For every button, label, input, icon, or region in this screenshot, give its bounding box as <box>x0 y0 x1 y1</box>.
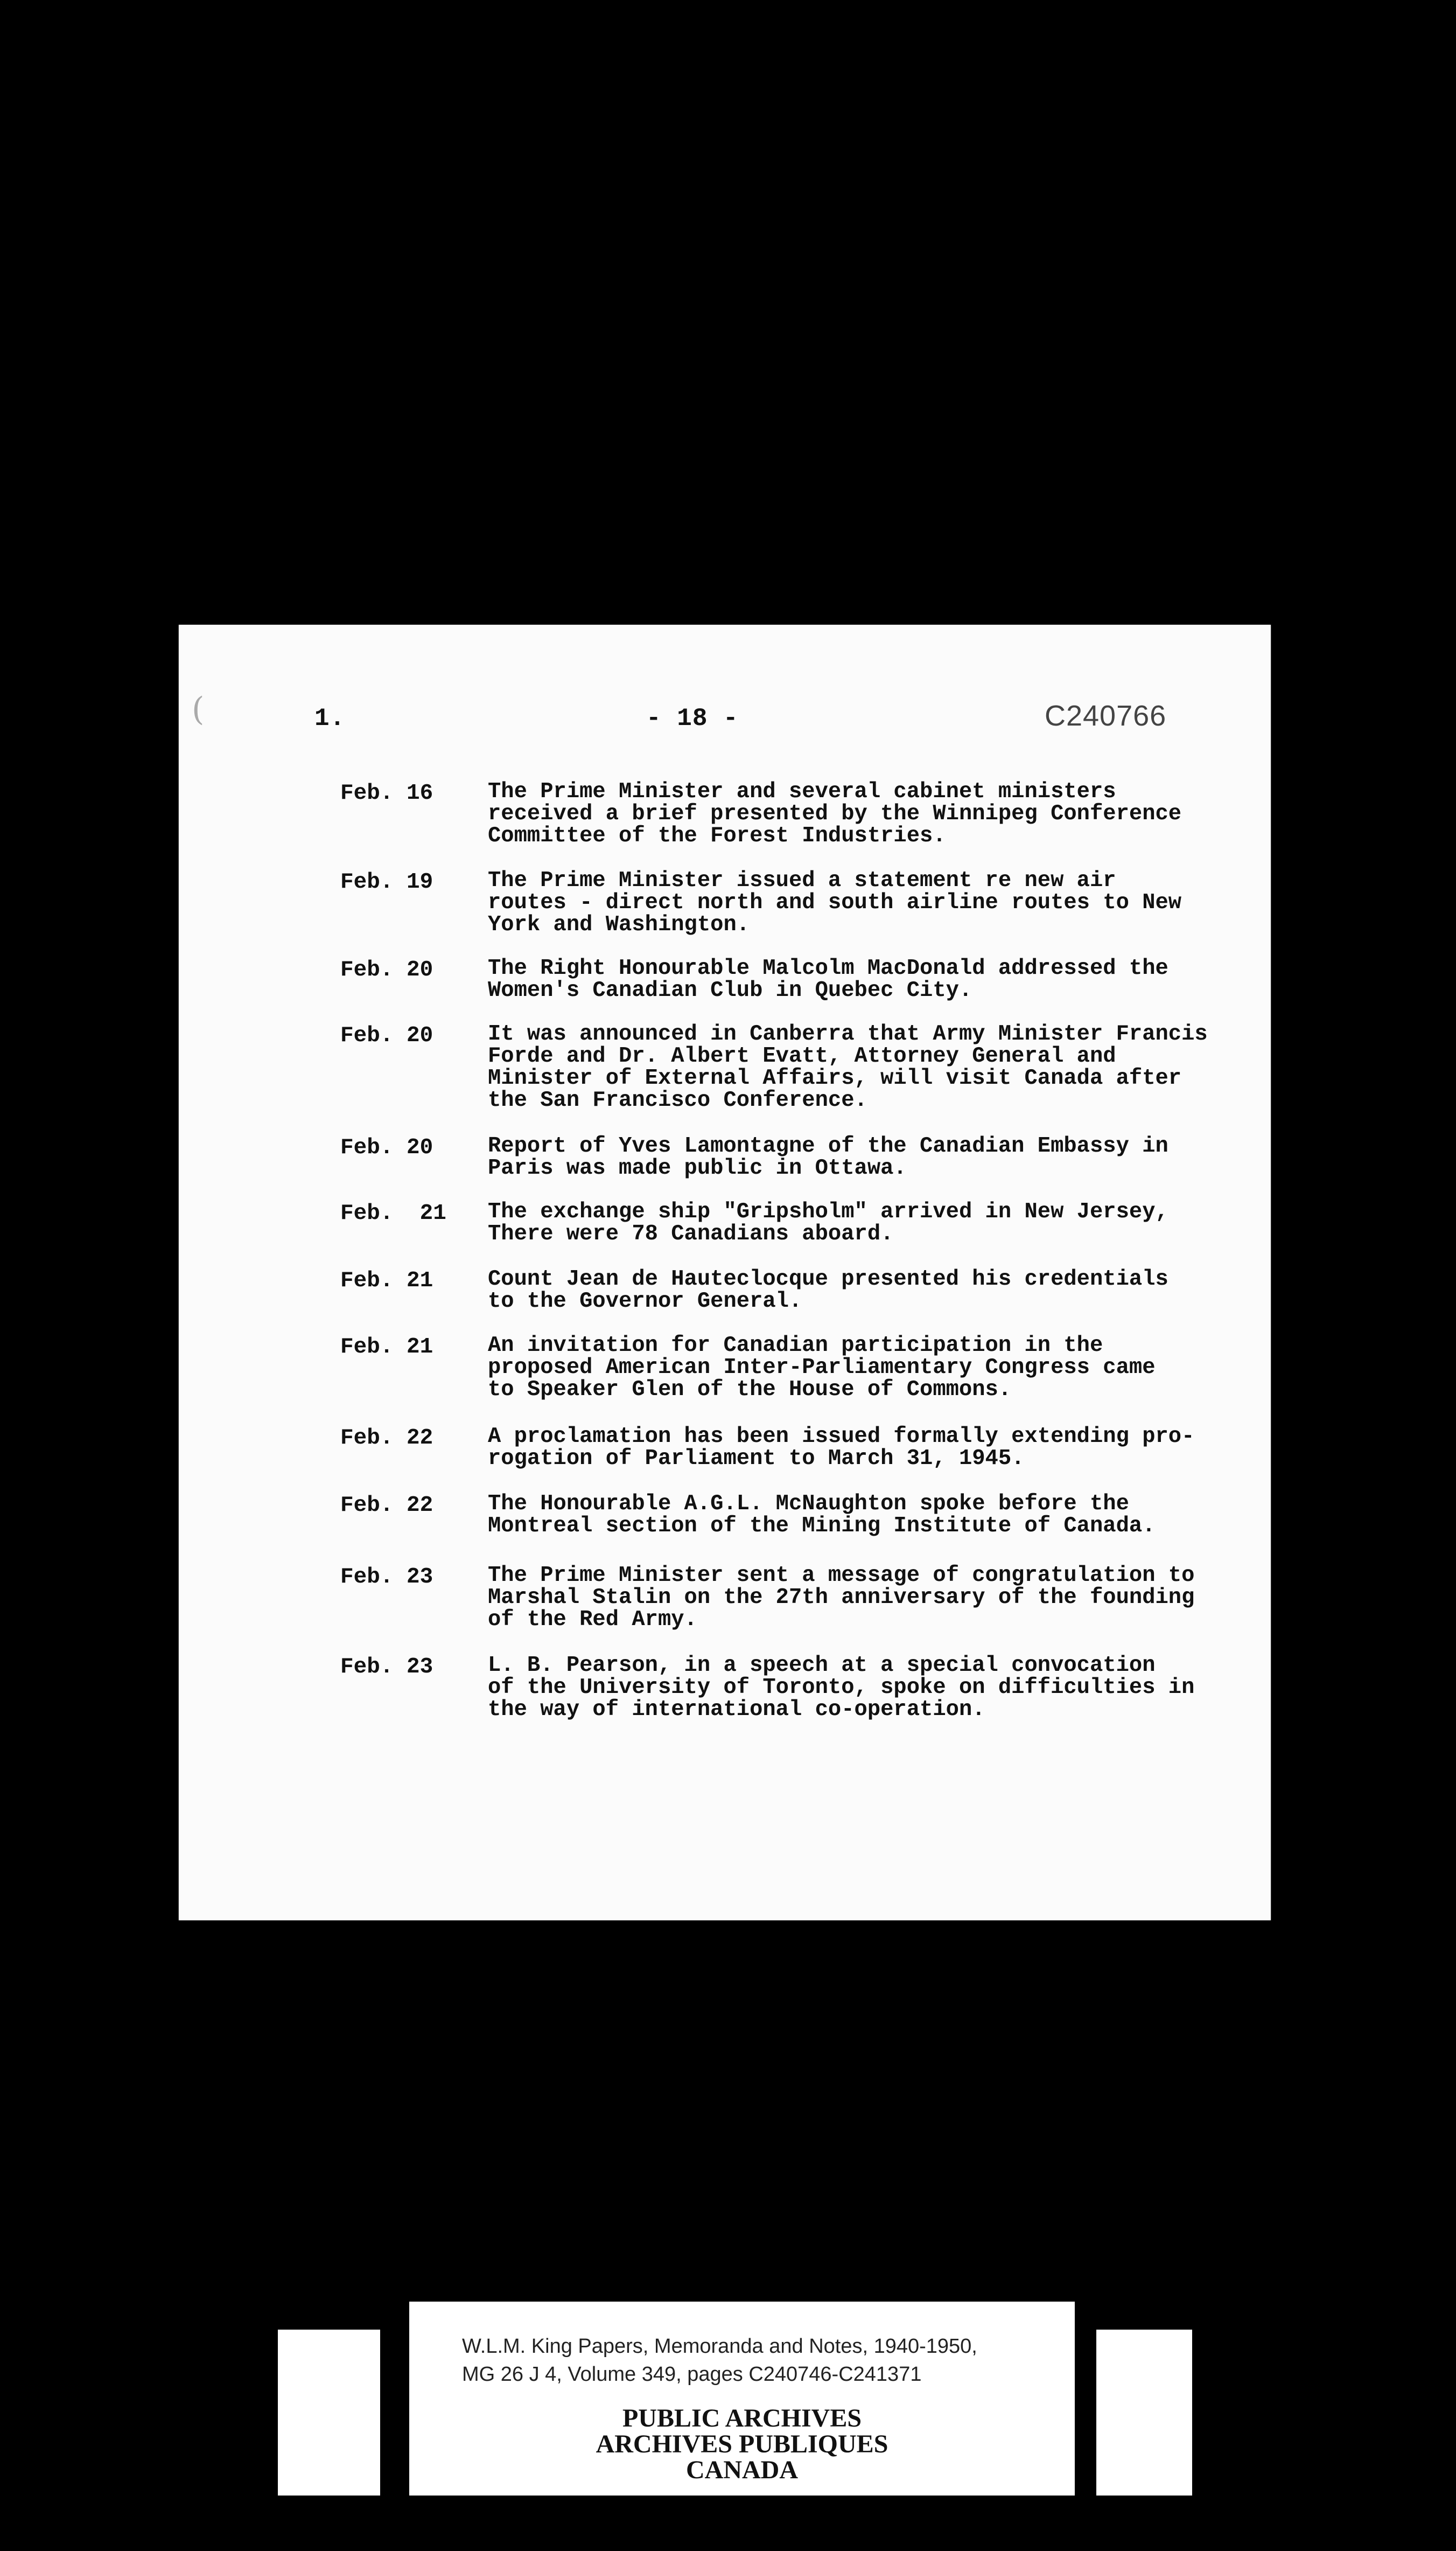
entry-date: Feb. 22 <box>340 1426 433 1451</box>
entry-text: Count Jean de Hauteclocque presented his credentials to the Governor General. <box>488 1267 1168 1314</box>
entry-date: Feb. 21 <box>340 1268 433 1293</box>
entry-date: Feb. 20 <box>340 1023 433 1048</box>
entry-text: The exchange ship "Gripsholm" arrived in New Jersey, There were 78 Canadians aboard. <box>488 1200 1168 1246</box>
entry-text: It was announced in Canberra that Army Minister Francis Forde and Dr. Albert Evatt, Attorney General and Minister of External Affairs, will visit Canada after the San Francisco Conference. <box>488 1022 1208 1113</box>
entry-date: Feb. 23 <box>340 1655 433 1679</box>
entry-text: The Prime Minister sent a message of congratulation to Marshal Stalin on the 27th anniversary of the founding of the Red Army. <box>488 1563 1195 1632</box>
document-page <box>179 625 1271 1920</box>
archive-name-line-1: PUBLIC ARCHIVES <box>622 2404 862 2432</box>
entry-text: The Prime Minister and several cabinet ministers received a brief presented by the Winnipeg Conference Committee of the Forest Industries. <box>488 779 1182 848</box>
entry-date: Feb. 20 <box>340 958 433 982</box>
entry-date: Feb. 21 <box>340 1335 433 1360</box>
entry-date: Feb. 21 <box>340 1201 446 1226</box>
archive-label-right-panel <box>1096 2330 1192 2496</box>
page-number: - 18 - <box>646 705 739 733</box>
archive-name-line-3: CANADA <box>686 2456 798 2484</box>
entry-date: Feb. 19 <box>340 870 433 895</box>
archive-name-line-2: ARCHIVES PUBLIQUES <box>596 2430 888 2458</box>
entry-text: Report of Yves Lamontagne of the Canadian Embassy in Paris was made public in Ottawa. <box>488 1134 1168 1181</box>
archive-label-left-panel <box>278 2330 380 2496</box>
archive-name <box>409 2406 1075 2483</box>
entry-text: The Right Honourable Malcolm MacDonald addressed the Women's Canadian Club in Quebec City. <box>488 956 1168 1003</box>
entry-text: An invitation for Canadian participation in the proposed American Inter-Parliamentary Congress came to Speaker Glen of the House of Commons. <box>488 1333 1156 1402</box>
entry-text: A proclamation has been issued formally extending pro- rogation of Parliament to March 31, 1945. <box>488 1424 1195 1471</box>
entry-date: Feb. 23 <box>340 1565 433 1590</box>
page-reference-code: C240766 <box>1045 700 1167 732</box>
entry-text: L. B. Pearson, in a speech at a special convocation of the University of Toronto, spoke on difficulties in the way of international co-operation. <box>488 1653 1195 1722</box>
entry-date: Feb. 16 <box>340 781 433 806</box>
entry-text: The Prime Minister issued a statement re new air routes - direct north and south airline routes to New York and Washington. <box>488 868 1182 937</box>
entry-date: Feb. 22 <box>340 1493 433 1518</box>
chronology-entries <box>179 625 1271 1920</box>
archive-citation: W.L.M. King Papers, Memoranda and Notes, 1940-1950, MG 26 J 4, Volume 349, pages C240746-C241371 <box>462 2335 977 2386</box>
page-left-marker: 1. <box>314 705 346 733</box>
margin-bracket-mark: ( <box>192 691 205 728</box>
entry-date: Feb. 20 <box>340 1135 433 1160</box>
entry-text: The Honourable A.G.L. McNaughton spoke before the Montreal section of the Mining Institute of Canada. <box>488 1491 1156 1538</box>
